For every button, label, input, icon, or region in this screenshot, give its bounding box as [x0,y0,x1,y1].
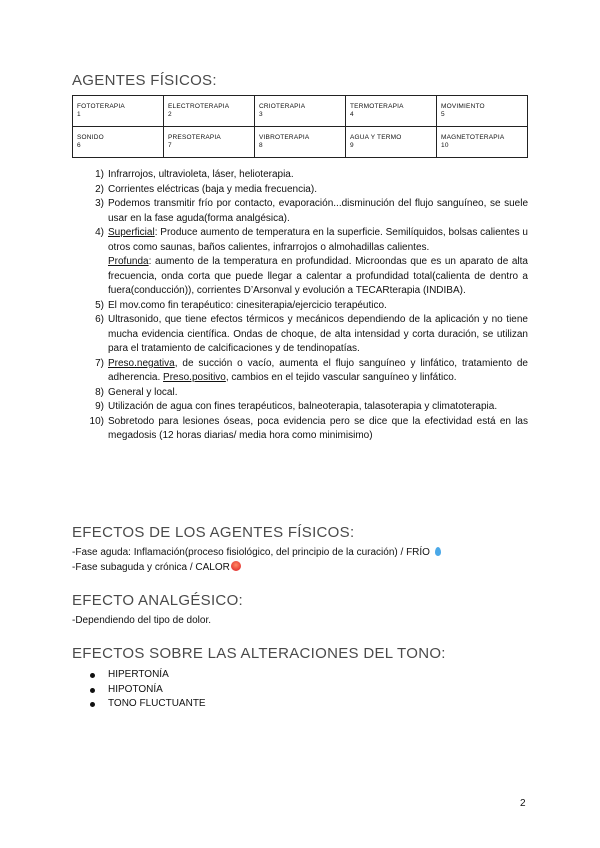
list-item: TONO FLUCTUANTE [90,697,206,712]
analgesico-heading: EFECTO ANALGÉSICO: [72,592,244,609]
efectos-heading: EFECTOS DE LOS AGENTES FÍSICOS: [72,524,355,541]
agents-numbered-list [88,168,528,444]
list-item: 2) Corrientes eléctricas (baja y media frecuencia). [95,183,317,195]
table-cell: PRESOTERAPIA 7 [164,127,255,158]
list-item: 5) El mov.como fin terapéutico: cinesiterapia/ejercicio terapéutico. [95,299,387,311]
agents-table [72,95,528,158]
list-item: 6) Ultrasonido, que tiene efectos térmicos y mecánicos dependiendo de la aplicación y no tiene mucha evidencia científica. Ondas de choque, de alta intensidad y corta duración, se utilizan para el tratamiento de calcificaciones y de tendinopatías. [95,314,528,354]
list-item: 3) Podemos transmitir frío por contacto, evaporación...disminución del flujo sanguíneo, se suele usar en la fase aguda(forma analgésica). [95,198,528,224]
analgesico-text: -Dependiendo del tipo de dolor. [72,615,211,626]
table-cell: CRIOTERAPIA 3 [255,96,346,127]
tono-heading: EFECTOS SOBRE LAS ALTERACIONES DEL TONO: [72,645,446,662]
preso-positivo-label: Preso.positivo [163,372,226,383]
list-item: 9) Utilización de agua con fines terapéuticos, balneoterapia, talasoterapia y climatoterapia. [95,401,498,412]
list-item: 7) Preso.negativa, de succión o vacío, aumenta el flujo sanguíneo y linfático, tratamiento de adherencia. Preso.positivo, cambios en el tejido vascular sanguíneo y linfático. [95,357,528,383]
droplet-icon [435,547,441,556]
list-item: 8) General y local. [95,386,178,398]
table-cell: MAGNETOTERAPIA 10 [437,127,528,158]
list-item: 10) Sobretodo para lesiones óseas, poca evidencia pero se dice que la efectividad está en las megadosis (12 horas diarias/ media hora como minimisimo) [89,415,528,441]
table-row [73,127,528,158]
superficial-label: Superficial [108,227,155,238]
efectos-text: -Fase aguda: Inflamación(proceso fisiológico, del principio de la curación) / FRÍO -Fase subaguda y crónica / CALOR [72,546,532,575]
table-cell: SONIDO 6 [73,127,164,158]
table-cell: AGUA Y TERMO 9 [346,127,437,158]
table-cell: FOTOTERAPIA 1 [73,96,164,127]
table-cell: MOVIMIENTO 5 [437,96,528,127]
bullet-icon [90,688,95,693]
list-item: HIPERTONÍA [90,668,206,683]
tono-bullet-list [90,668,206,712]
list-item: 4) Superficial: Produce aumento de temperatura en la superficie. Semilíquidos, bolsas calientes u otros como saunas, baños calientes, infrarrojos o almohadillas calientes. Profunda: aumento de la temperatura en profundidad. Microondas que es un aparato de alta frecuencia, onda corta que puede llegar a calentar a profundidad total(calienta de dentro a fuera(conducción)), corrientes D’Arsonval y evolución a TECARterapia (INDIBA). [95,227,528,296]
bullet-icon [90,673,95,678]
list-item: 1) Infrarrojos, ultravioleta, láser, helioterapia. [95,169,294,180]
table-row [73,96,528,127]
hot-face-icon [231,561,241,571]
bullet-icon [90,702,95,707]
list-item: HIPOTONÍA [90,683,206,698]
table-cell: VIBROTERAPIA 8 [255,127,346,158]
preso-negativa-label: Preso.negativa [108,357,175,369]
table-cell: ELECTROTERAPIA 2 [164,96,255,127]
profunda-label: Profunda [108,256,149,267]
agentes-heading: AGENTES FÍSICOS: [72,72,217,89]
page-number: 2 [520,798,526,809]
table-cell: TERMOTERAPIA 4 [346,96,437,127]
